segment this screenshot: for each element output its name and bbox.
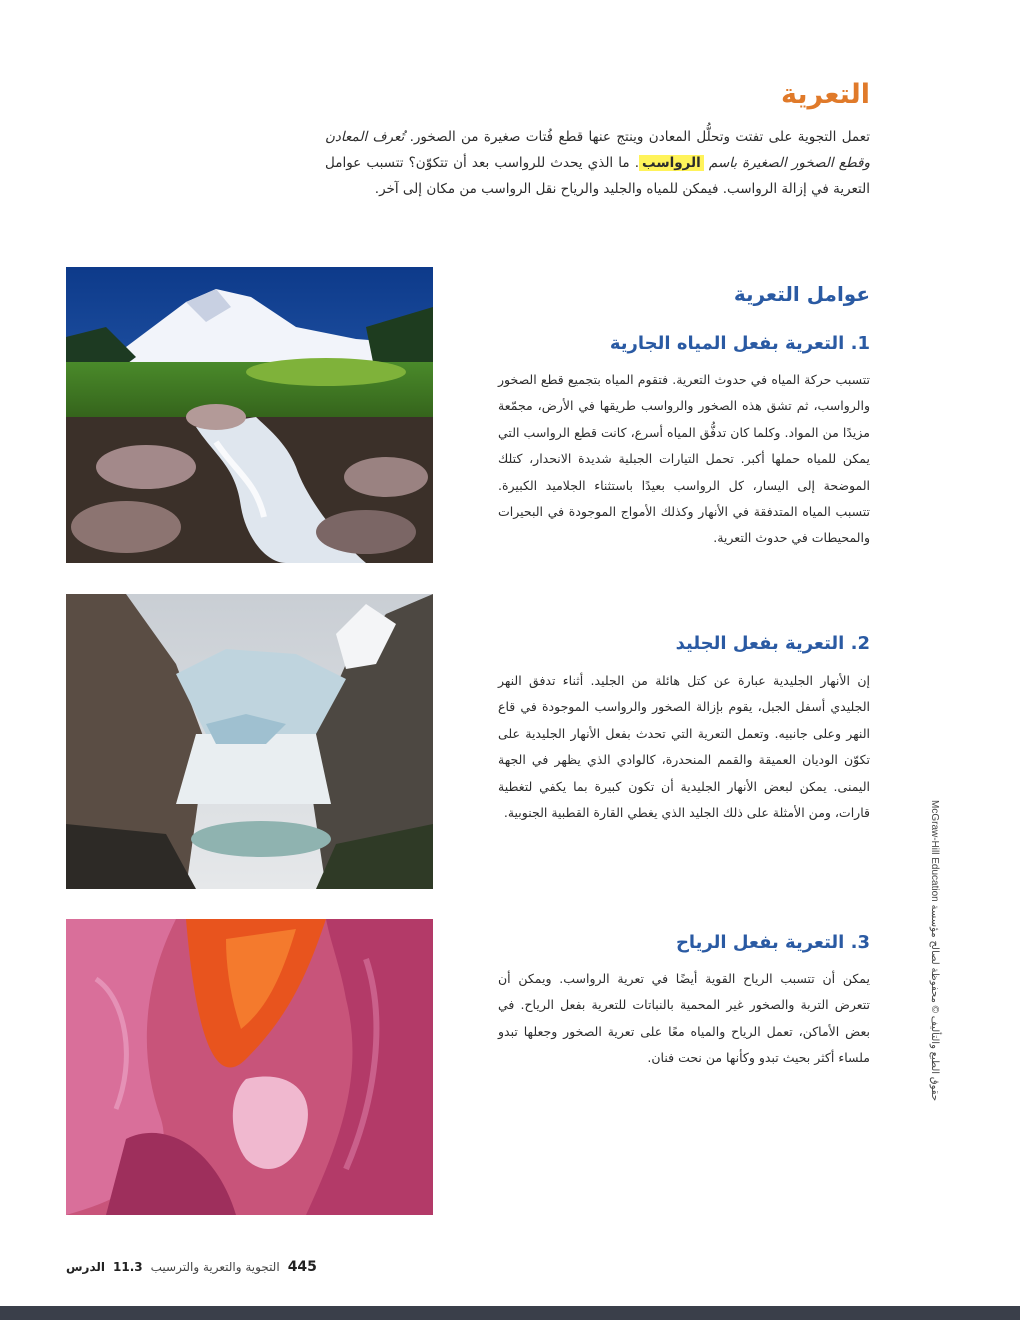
intro-part-2: . ما الذي يحدث للرواسب بعد أن تتكوّن؟ تتسبب عوامل التعرية في إزالة الرواسب. فيمكن للمياه والجليد والرياح نقل الرواسب من مكان إلى آخر. — [325, 155, 870, 197]
text-water-erosion: تتسبب حركة المياه في حدوث التعرية. فتقوم المياه بتجميع قطع الصخور والرواسب، ثم تشق هذه الصخور والرواسب طريقها في الأرض، مجمّعة مزيدًا من المواد. وكلما كان تدفُّق المياه أسرع، كانت قطع الرواسب التي يمكن للمياه حملها أكبر. تحمل التيارات الجبلية شديدة الانحدار، كتلك الموضحة إلى اليسار، كل الرواسب بعيدًا باستثناء الجلاميد الكبيرة. تتسبب المياه المتدفقة في الأنهار وكذلك الأمواج الموجودة في البحيرات والمحيطات في حدوث التعرية. — [498, 372, 870, 546]
page-number: 445 — [287, 1259, 317, 1275]
mountain-stream-photo — [66, 267, 433, 563]
sandstone-canyon-photo — [66, 919, 433, 1215]
page-title: التعرية — [781, 79, 870, 110]
lesson-title: التجوية والتعرية والترسيب — [150, 1260, 280, 1274]
key-term-sediments: الرواسب — [639, 155, 704, 171]
intro-part-1: تعمل التجوية على تفتت وتحلُّل المعادن وينتج عنها قطع فُتات صغيرة من الصخور. — [404, 129, 870, 145]
heading-ice-erosion: 2. التعرية بفعل الجليد — [675, 633, 870, 654]
text-ice-erosion: إن الأنهار الجليدية عبارة عن كتل هائلة من الجليد. أثناء تدفق النهر الجليدي أسفل الجبل، يقوم بإزالة الصخور والرواسب الموجودة في قاع النهر وعلى جانبيه. وتعمل التعرية التي تحدث بفعل الأنهار الجليدية على تكوّن الوديان العميقة والقمم المنحدرة، كالوادي الذي يظهر في الجهة اليمنى. يمكن لبعض الأنهار الجليدية أن تكون كبيرة بما يكفي لتغطية قارات، ومن الأمثلة على ذلك الجليد الذي يغطي القارة القطبية الجنوبية. — [498, 673, 870, 821]
bottom-bar — [0, 1306, 1020, 1320]
lesson-number: 11.3 — [113, 1260, 143, 1274]
intro-italic-definition: تُعرف المعادن وقطع الصخور الصغيرة باسم — [325, 129, 870, 171]
glacier-valley-photo — [66, 594, 433, 889]
lesson-label: الدرس — [66, 1260, 106, 1274]
copyright-credit: حقوق الطبع والتأليف © محفوظة لصالح مؤسسة McGraw-Hill Education — [929, 800, 940, 1101]
section-heading: عوامل التعرية — [733, 282, 870, 306]
page-footer — [66, 1256, 376, 1278]
text-wind-erosion: يمكن أن تتسبب الرياح القوية أيضًا في تعرية الرواسب. ويمكن أن تتعرض التربة والصخور غير المحمية بالنباتات للتعرية بفعل الرياح. في بعض الأماكن، تعمل الرياح والمياه معًا على تعرية الصخور وجعلها تبدو ملساء أكثر بحيث تبدو وكأنها من نحت فنان. — [498, 971, 870, 1066]
heading-water-erosion: 1. التعرية بفعل المياه الجارية — [609, 333, 870, 354]
heading-wind-erosion: 3. التعرية بفعل الرياح — [675, 932, 870, 953]
intro-paragraph — [325, 124, 870, 202]
